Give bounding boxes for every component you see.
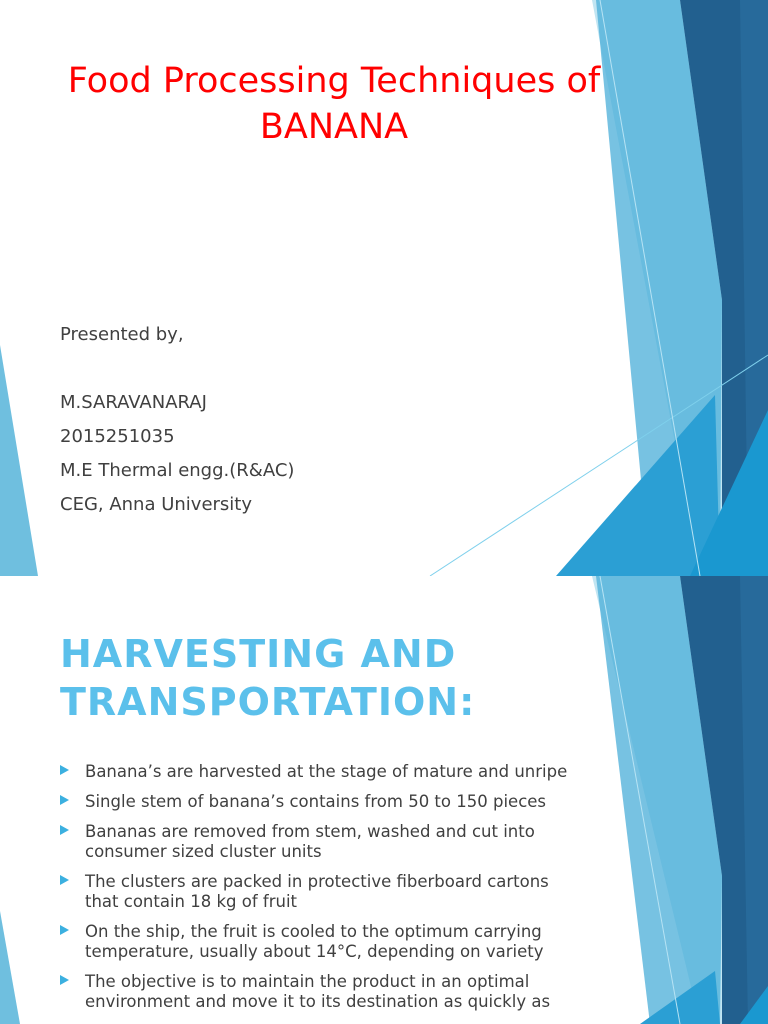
bullet-arrow-icon bbox=[60, 975, 69, 985]
bullet-text: The clusters are packed in protective fiberboard cartons that contain 18 kg of fruit bbox=[85, 872, 549, 911]
bullet-item bbox=[60, 922, 580, 962]
bullet-item bbox=[60, 872, 580, 912]
bullet-text: Banana’s are harvested at the stage of mature and unripe bbox=[85, 762, 568, 781]
bullet-item bbox=[60, 972, 580, 1012]
bullet-arrow-icon bbox=[60, 765, 69, 775]
presenter-id: 2015251035 bbox=[60, 426, 175, 447]
slide-title: Food Processing Techniques of BANANA bbox=[67, 61, 601, 147]
slide-2-title-line-2: TRANSPORTATION: bbox=[60, 680, 476, 724]
presenter-name: M.SARAVANARAJ bbox=[60, 392, 207, 413]
bullet-arrow-icon bbox=[60, 875, 69, 885]
bullet-text: The objective is to maintain the product in an optimal environment and move it to its destination as quickly as bbox=[85, 972, 551, 1011]
bullet-item bbox=[60, 822, 580, 862]
bullet-arrow-icon bbox=[60, 795, 69, 805]
spacer-line bbox=[60, 352, 540, 386]
presenter-institution: CEG, Anna University bbox=[60, 494, 253, 515]
bullet-text: On the ship, the fruit is cooled to the optimum carrying temperature, usually about 14°C, depending on variety bbox=[85, 922, 544, 961]
bullet-text: Bananas are removed from stem, washed and cut into consumer sized cluster units bbox=[85, 822, 535, 861]
bullet-list bbox=[60, 762, 580, 1022]
presenter-course: M.E Thermal engg.(R&AC) bbox=[60, 460, 295, 481]
presenter-info bbox=[60, 318, 540, 522]
presented-by-label: Presented by, bbox=[60, 324, 184, 345]
bullet-arrow-icon bbox=[60, 925, 69, 935]
slide-2-title bbox=[60, 630, 600, 726]
slide-2-title-line-1: HARVESTING AND bbox=[60, 632, 457, 676]
bullet-arrow-icon bbox=[60, 825, 69, 835]
bullet-item bbox=[60, 792, 580, 812]
bullet-item bbox=[60, 762, 580, 782]
bullet-text: Single stem of banana’s contains from 50 to 150 pieces bbox=[85, 792, 547, 811]
